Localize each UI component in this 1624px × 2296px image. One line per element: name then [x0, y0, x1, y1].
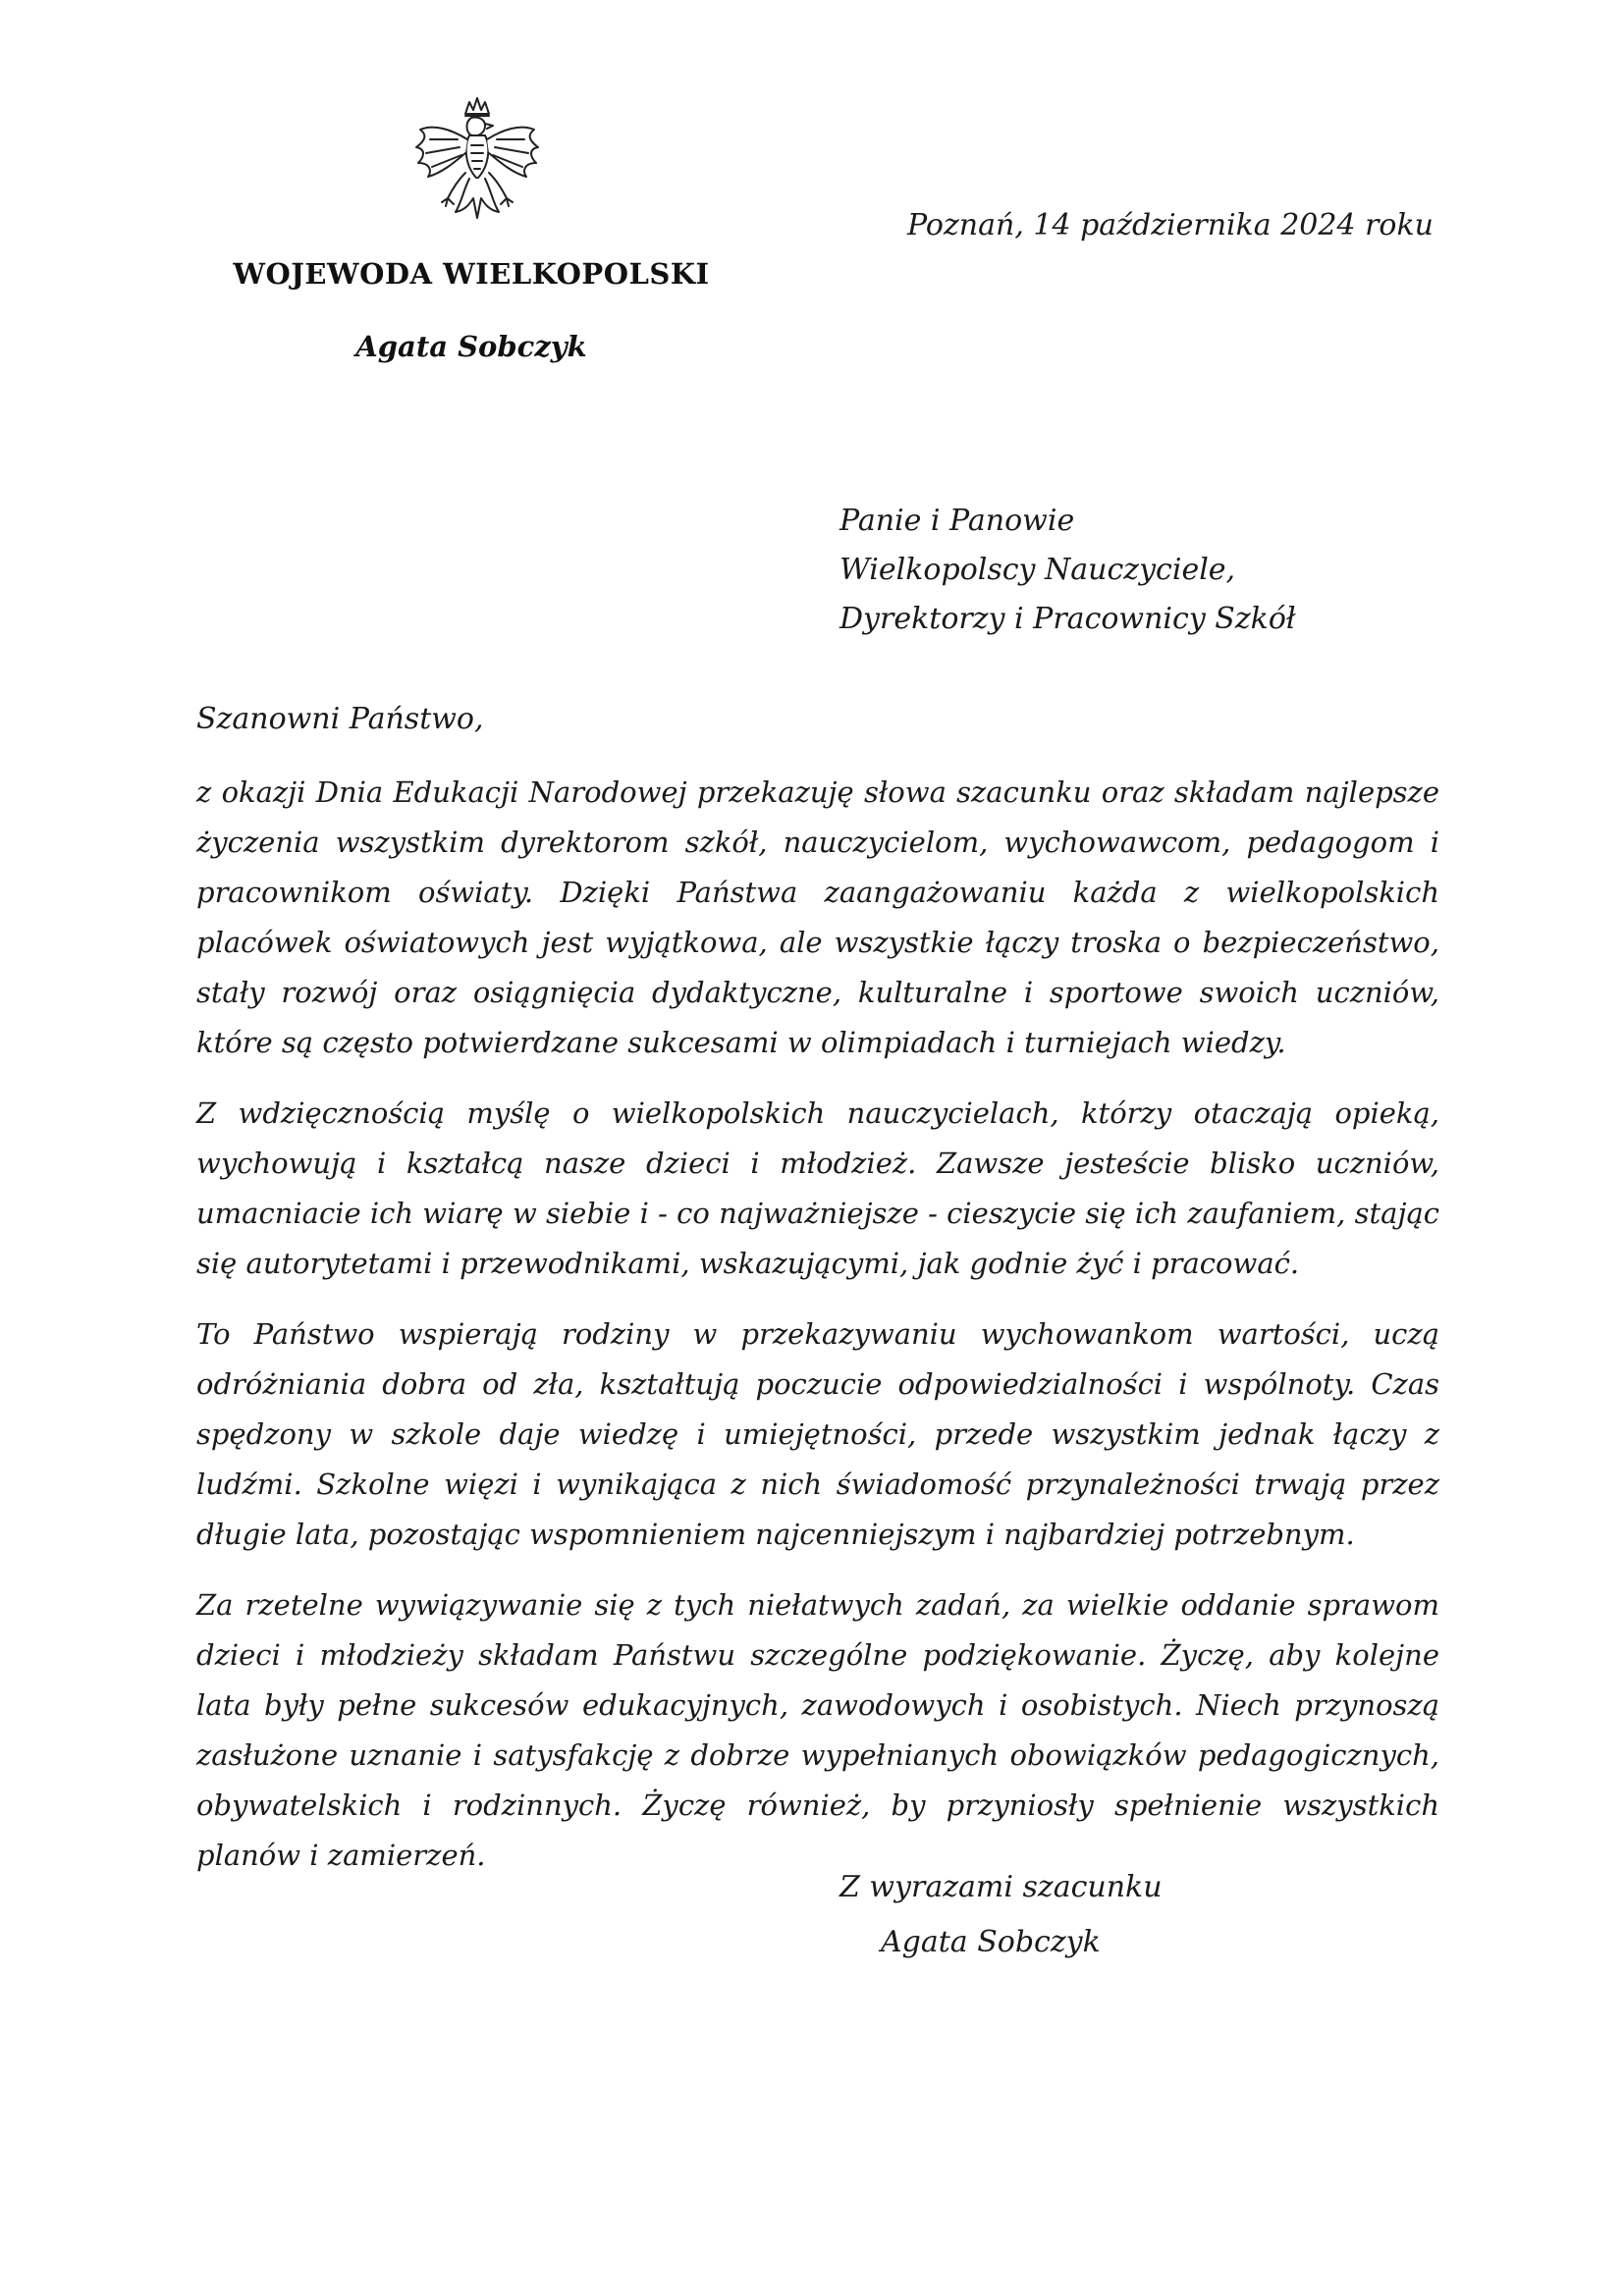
recipient-line: Panie i Panowie — [839, 504, 1075, 538]
office-holder-name: Agata Sobczyk — [355, 330, 587, 363]
body-paragraph: Z wdzięcznością myślę o wielkopolskich nauczycielach, którzy otaczają opieką, wychowują i kształcą nasze dzieci i młodzież. Zawsze jesteście blisko uczniów, umacniacie ich wiarę w siebie i - co najważniejsze - cieszycie się ich zaufaniem, stając się autorytetami i przewodnikami, wskazującymi, jak godnie żyć i pracować. — [196, 1096, 1439, 1280]
body-paragraph: Za rzetelne wywiązywanie się z tych niełatwych zadań, za wielkie oddanie sprawom dzieci i młodzieży składam Państwu szczególne podziękowanie. Życzę, aby kolejne lata były pełne sukcesów edukacyjnych, zawodowych i osobistych. Niech przynoszą zasłużone uznanie i satysfakcję z dobrze wypełnianych obowiązków pedagogicznych, obywatelskich i rodzinnych. Życzę również, by przyniosły spełnienie wszystkich planów i zamierzeń. — [196, 1588, 1439, 1872]
recipient-line: Dyrektorzy i Pracownicy Szkół — [839, 602, 1296, 636]
salutation: Szanowni Państwo, — [196, 702, 484, 736]
recipient-line: Wielkopolscy Nauczyciele, — [839, 553, 1236, 587]
letter-date: Poznań, 14 października 2024 roku — [906, 208, 1434, 242]
recipients-block — [839, 497, 1296, 644]
body-paragraph: To Państwo wspierają rodziny w przekazywaniu wychowankom wartości, uczą odróżniania dobra od zła, kształtują poczucie odpowiedzialności i wspólnoty. Czas spędzony w szkole daje wiedzę i umiejętności, przede wszystkim jednak łączy z ludźmi. Szkolne więzi i wynikająca z nich świadomość przynależności trwają przez długie lata, pozostając wspomnieniem najcenniejszym i najbardziej potrzebnym. — [196, 1317, 1439, 1551]
office-title: WOJEWODA WIELKOPOLSKI — [233, 257, 710, 291]
white-eagle-emblem-icon — [408, 96, 546, 243]
letter-body — [196, 768, 1439, 1901]
signature-name: Agata Sobczyk — [881, 1925, 1101, 1959]
closing-phrase: Z wyrazami szacunku — [839, 1870, 1163, 1904]
body-paragraph: z okazji Dnia Edukacji Narodowej przekazuję słowa szacunku oraz składam najlepsze życzenia wszystkim dyrektorom szkół, nauczycielom, wychowawcom, pedagogom i pracownikom oświaty. Dzięki Państwa zaangażowaniu każda z wielkopolskich placówek oświatowych jest wyjątkowa, ale wszystkie łączy troska o bezpieczeństwo, stały rozwój oraz osiągnięcia dydaktyczne, kulturalne i sportowe swoich uczniów, które są często potwierdzane sukcesami w olimpiadach i turniejach wiedzy. — [196, 775, 1439, 1059]
closing-block — [839, 1860, 1163, 1970]
